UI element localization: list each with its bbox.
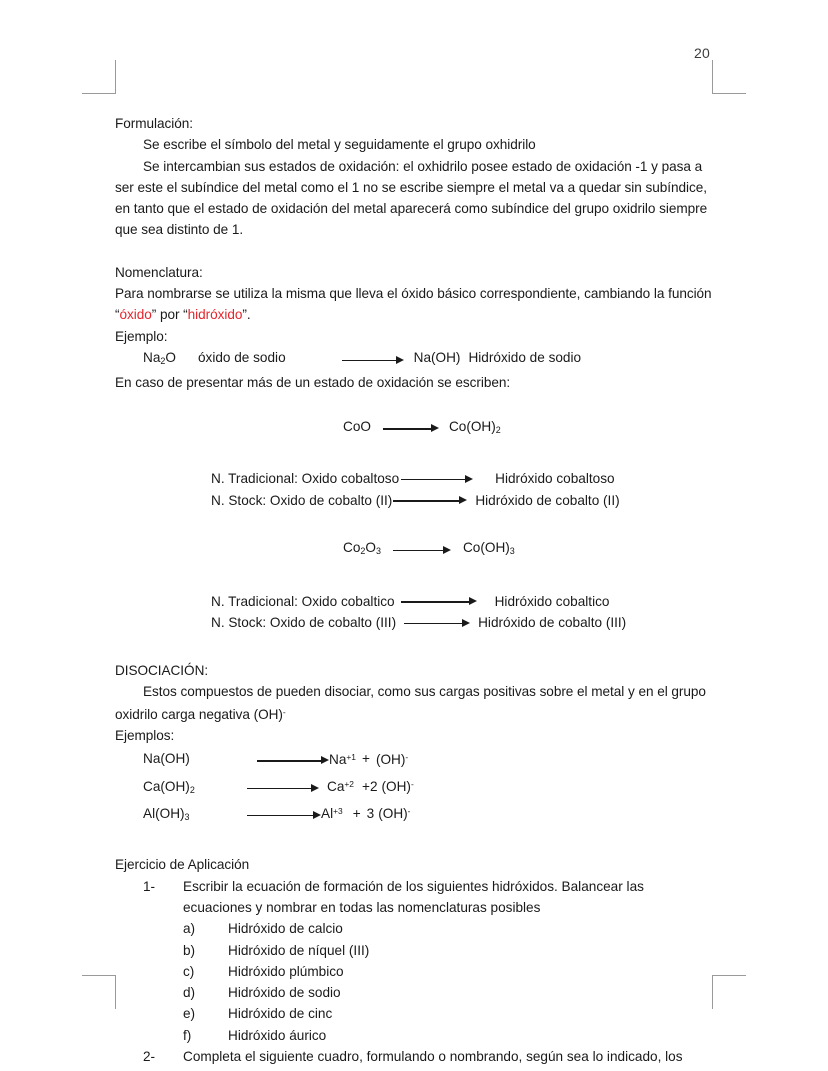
exercise-item-1-text: Escribir la ecuación de formación de los siguientes hidróxidos. Balancear las ecuaciones y nombrar en todas las nomenclaturas posibles <box>183 878 644 915</box>
calcium-anion-charge: - <box>410 778 414 789</box>
calcium-compound <box>143 776 247 801</box>
equation-dissociation-calcium <box>143 774 715 801</box>
aluminium-compound-subscript: 3 <box>184 811 190 822</box>
aluminium-cation <box>321 801 343 824</box>
list-item-marker: a) <box>183 921 196 937</box>
nomenclatura-multi-note: En caso de presentar más de un estado de oxidación se escriben: <box>115 375 511 391</box>
sodium-oxide-formula-tail: O <box>165 349 176 365</box>
hydroxide-charge-superscript: - <box>282 707 286 718</box>
sodium-anion <box>376 747 408 770</box>
reaction-arrow-icon <box>257 755 329 765</box>
disociacion-heading: DISOCIACIÓN: <box>115 662 209 678</box>
cobalt-iii-hydroxide-formula <box>463 537 515 562</box>
cobalt-ii-hydroxide-base: Co(OH) <box>448 418 496 434</box>
sodium-hydroxide-formula: Na(OH) <box>413 349 461 365</box>
sodium-cation <box>329 747 356 770</box>
formulacion-paragraph-2: Se intercambian sus estados de oxidación: el oxhidrilo posee estado de oxidación -1 y pasa a ser este el subíndice del metal como el 1 no se escribe siempre el metal va a quedar sin subíndice, en tanto que el estado de oxidación del metal aparecerá como subíndice del grupo oxidrilo siempre que sea distinto de 1. <box>115 158 708 238</box>
equation-cobaltico-tradicional <box>211 591 715 613</box>
list-item-marker: c) <box>183 963 195 979</box>
nomenclatura-intro-part-c: ”. <box>242 307 251 323</box>
cobalt-ii-hydroxide-formula <box>449 416 501 441</box>
equation-dissociation-sodium <box>143 747 715 774</box>
sodium-oxide-formula-base: Na <box>143 349 161 365</box>
exercise-item-2 <box>143 1046 715 1067</box>
aluminium-cation-charge: +3 <box>333 806 343 817</box>
ejemplos-label: Ejemplos: <box>115 728 175 744</box>
reaction-arrow-icon <box>247 810 321 820</box>
nomenclatura-heading: Nomenclatura: <box>115 264 203 280</box>
list-item-label: Hidróxido áurico <box>228 1027 327 1043</box>
equation-dissociation-aluminium <box>143 801 715 828</box>
cobalt-iii-hydroxide-base: Co(OH) <box>462 540 510 556</box>
list-item <box>183 940 715 961</box>
list-item <box>183 982 715 1003</box>
reaction-arrow-icon <box>401 474 473 484</box>
list-item-label: Hidróxido de níquel (III) <box>228 942 370 958</box>
cobalto-iii-stock-left: N. Stock: Oxido de cobalto (III) <box>211 615 397 631</box>
co2o3-mid: O <box>365 540 376 556</box>
cobalt-iii-hydroxide-subscript: 3 <box>509 546 515 557</box>
aluminium-coefficient: 3 <box>366 805 375 821</box>
cobalt-iii-block <box>115 537 715 633</box>
cobalto-ii-stock-left: N. Stock: Oxido de cobalto (II) <box>211 492 393 508</box>
highlight-hidroxido: hidróxido <box>187 307 243 323</box>
list-item-marker: b) <box>183 942 196 958</box>
cobaltoso-tradicional-left: N. Tradicional: Oxido cobaltoso <box>211 471 400 487</box>
list-item-marker: e) <box>183 1006 196 1022</box>
list-item <box>183 1003 715 1024</box>
cobalt-ii-hydroxide-subscript: 2 <box>495 424 501 435</box>
cobalt-ii-block <box>115 416 715 511</box>
cobalto-ii-stock-right: Hidróxido de cobalto (II) <box>475 492 620 508</box>
equation-cobaltoso-tradicional <box>211 468 715 490</box>
ejercicio-heading: Ejercicio de Aplicación <box>115 857 250 873</box>
calcium-compound-subscript: 2 <box>189 784 195 795</box>
crop-mark-top-right-icon <box>712 60 746 94</box>
cobaltico-tradicional-left: N. Tradicional: Oxido cobaltico <box>211 593 395 609</box>
exercise-item-1 <box>143 876 715 919</box>
cobaltoso-tradicional-right: Hidróxido cobaltoso <box>495 471 615 487</box>
crop-mark-bottom-right-icon <box>712 975 746 1009</box>
calcium-cation <box>327 774 354 797</box>
nomenclatura-intro-part-a: Para nombrarse se utiliza la misma que lleva el óxido básico correspondiente, cambiando la función “ <box>115 286 712 323</box>
co2o3-subscript-1: 2 <box>360 546 366 557</box>
sodium-compound <box>143 748 257 773</box>
co2o3-base: Co <box>343 540 361 556</box>
calcium-cation-charge: +2 <box>344 778 354 789</box>
sodium-anion-base: (OH) <box>375 751 406 767</box>
sodium-oxide-name: óxido de sodio <box>197 349 286 365</box>
exercise-item-1-marker: 1- <box>143 878 156 894</box>
sodium-plus-sign: + <box>362 751 370 767</box>
dissociation-equations <box>115 747 715 829</box>
page-number: 20 <box>694 45 710 61</box>
document-body <box>115 113 715 1067</box>
aluminium-anion-charge: - <box>407 806 411 817</box>
sodium-compound-base: Na(OH) <box>143 751 190 767</box>
formulacion-heading: Formulación: <box>115 116 193 131</box>
calcium-anion <box>382 774 414 797</box>
reaction-arrow-icon <box>247 783 319 793</box>
list-item-label: Hidróxido de cinc <box>228 1006 333 1022</box>
nomenclatura-intro-part-b: ” por “ <box>151 307 188 323</box>
co2o3-formula <box>343 537 381 562</box>
aluminium-compound <box>143 803 247 828</box>
list-item-label: Hidróxido de sodio <box>228 985 341 1001</box>
reaction-arrow-icon <box>393 545 451 555</box>
sodium-oxide-formula <box>143 347 176 372</box>
list-item-marker: f) <box>183 1027 192 1043</box>
reaction-arrow-icon <box>383 423 439 433</box>
equation-sodium-example <box>143 347 715 372</box>
list-item <box>183 918 715 939</box>
reaction-arrow-icon <box>342 355 404 365</box>
list-item-label: Hidróxido plúmbico <box>228 963 344 979</box>
crop-mark-bottom-left-icon <box>82 975 116 1009</box>
aluminium-plus-sign: + <box>352 805 361 821</box>
reaction-arrow-icon <box>393 495 467 505</box>
sodium-hydroxide-name: Hidróxido de sodio <box>468 349 582 365</box>
reaction-arrow-icon <box>401 596 477 606</box>
cobalto-iii-stock-right: Hidróxido de cobalto (III) <box>478 615 627 631</box>
sodium-cation-base: Na <box>329 751 347 767</box>
equation-cobalto-iii-stock <box>211 612 715 634</box>
sodium-anion-charge: - <box>405 751 409 762</box>
aluminium-cation-base: Al <box>321 805 334 821</box>
sodium-cation-charge: +1 <box>346 751 356 762</box>
ejemplo-label: Ejemplo: <box>115 328 168 344</box>
aluminium-anion <box>378 801 410 824</box>
co2o3-subscript-2: 3 <box>375 546 381 557</box>
disociacion-paragraph <box>115 681 715 725</box>
aluminium-anion-base: (OH) <box>378 805 408 821</box>
equation-cobalto-ii-stock <box>211 490 715 512</box>
list-item-label: Hidróxido de calcio <box>228 921 343 937</box>
list-item <box>183 961 715 982</box>
nomenclatura-intro <box>115 283 715 326</box>
cobaltico-tradicional-right: Hidróxido cobaltico <box>494 593 610 609</box>
coo-formula: CoO <box>343 418 371 434</box>
highlight-oxido: óxido <box>119 307 152 323</box>
calcium-anion-base: (OH) <box>381 778 411 794</box>
aluminium-compound-base: Al(OH) <box>143 805 185 821</box>
crop-mark-top-left-icon <box>82 60 116 94</box>
reaction-arrow-icon <box>404 618 470 628</box>
sodium-oxide-subscript: 2 <box>160 355 166 366</box>
equation-co2o3 <box>343 537 715 562</box>
calcium-compound-base: Ca(OH) <box>143 778 190 794</box>
equation-coo <box>343 416 715 441</box>
exercise-item-2-text: Completa el siguiente cuadro, formulando o nombrando, según sea lo indicado, los <box>183 1049 683 1065</box>
formulacion-paragraph-1: Se escribe el símbolo del metal y seguidamente el grupo oxhidrilo <box>143 137 536 153</box>
calcium-plus-sign: +2 <box>362 778 378 794</box>
disociacion-paragraph-text: Estos compuestos de pueden disociar, como sus cargas positivas sobre el metal y en el grupo oxidrilo carga negativa (OH) <box>115 683 706 723</box>
list-item <box>183 1025 715 1046</box>
calcium-cation-base: Ca <box>327 778 345 794</box>
exercise-item-2-marker: 2- <box>143 1049 156 1065</box>
list-item-marker: d) <box>183 985 196 1001</box>
